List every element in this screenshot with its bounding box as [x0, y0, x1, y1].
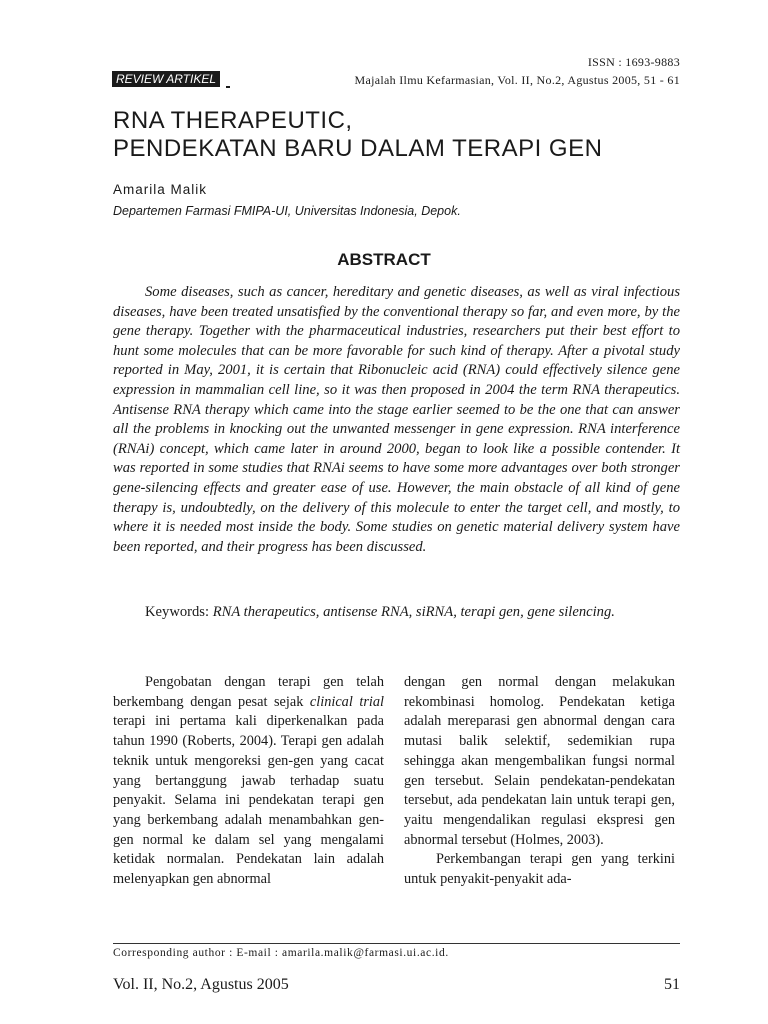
- body-paragraph: dengan gen normal dengan melakukan rekombinasi homolog. Pendekatan ketiga adalah mereparasi gen abnormal dengan cara mutasi balik selektif, sedemikian rupa sehingga akan mengembalikan fungsi normal gen tersebut. Selain pendekatan-pendekatan tersebut, ada pendekatan lain untuk terapi gen, yaitu mengendalikan regulasi ekspresi gen abnormal tersebut (Holmes, 2003).: [404, 674, 675, 848]
- issn-number: ISSN : 1693-9883: [587, 55, 680, 69]
- corresponding-author: Corresponding author : E-mail : amarila.malik@farmasi.ui.ac.id.: [113, 947, 449, 959]
- keywords: [113, 603, 680, 623]
- article-title-line-2: PENDEKATAN BARU DALAM TERAPI GEN: [113, 135, 603, 162]
- abstract-body: Some diseases, such as cancer, hereditary and genetic diseases, as well as viral infectious diseases, have been treated unsatisfied by the conventional therapy so far, and even more, by the gene therapy. Together with the pharmaceutical industries, researchers put their best effort to hunt some molecules that can be more favorable for such kind of therapy. After a pivotal study reported in May, 2001, it is certain that Ribonucleic acid (RNA) could effectively silence gene expression in mammalian cell line, so it was then proposed in 2004 the term RNA therapeutics. Antisense RNA therapy which came into the stage earlier seemed to be the one that can answer all the problems in knocking out the unwanted messenger in gene expression. RNA interference (RNAi) concept, which came later in around 2000, began to look like a possible contender. It was reported in some studies that RNAi seems to have some more advantages over both stronger gene-silencing effects and greater ease of use. However, the main obstacle of all kind of gene therapy is, undoubtedly, on the delivery of this molecule to enter the target cell, and mostly, to where it is needed most inside the body. Some studies on genetic material delivery system have been reported, and their progress has been discussed.: [113, 284, 680, 555]
- body-column-right: [404, 673, 675, 890]
- article-title-line-1: RNA THERAPEUTIC,: [113, 107, 353, 134]
- body-text-italic: clinical trial: [309, 693, 384, 710]
- body-paragraph: [113, 673, 384, 890]
- section-tag-rule: [226, 86, 230, 88]
- footer-volume: Vol. II, No.2, Agustus 2005: [113, 976, 289, 993]
- body-text: Pengobatan dengan terapi gen telah berkembang dengan pesat sejak: [113, 674, 384, 710]
- footnote-divider: [113, 943, 680, 944]
- author-name: Amarila Malik: [113, 182, 208, 197]
- page-number: 51: [664, 976, 680, 993]
- journal-citation: Majalah Ilmu Kefarmasian, Vol. II, No.2, Agustus 2005, 51 - 61: [354, 73, 680, 87]
- keywords-list: RNA therapeutics, antisense RNA, siRNA, terapi gen, gene silencing.: [212, 604, 615, 620]
- keywords-label: Keywords:: [145, 604, 213, 620]
- section-tag: REVIEW ARTIKEL: [112, 71, 220, 87]
- author-affiliation: Departemen Farmasi FMIPA-UI, Universitas Indonesia, Depok.: [113, 204, 461, 218]
- body-paragraph: Perkembangan terapi gen yang terkini untuk penyakit-penyakit ada-: [404, 851, 675, 888]
- body-column-left: [113, 673, 384, 890]
- body-text: terapi ini pertama kali diperkenalkan pada tahun 1990 (Roberts, 2004). Terapi gen adalah teknik untuk mengoreksi gen-gen yang cacat yang bertanggung jawab terhadap suatu penyakit. Selama ini pendekatan terapi gen yang berkembang adalah menambahkan gen-gen normal ke dalam sel yang mengalami ketidak normalan. Pendekatan lain adalah melenyapkan gen abnormal: [113, 713, 384, 888]
- abstract-heading: ABSTRACT: [337, 250, 431, 269]
